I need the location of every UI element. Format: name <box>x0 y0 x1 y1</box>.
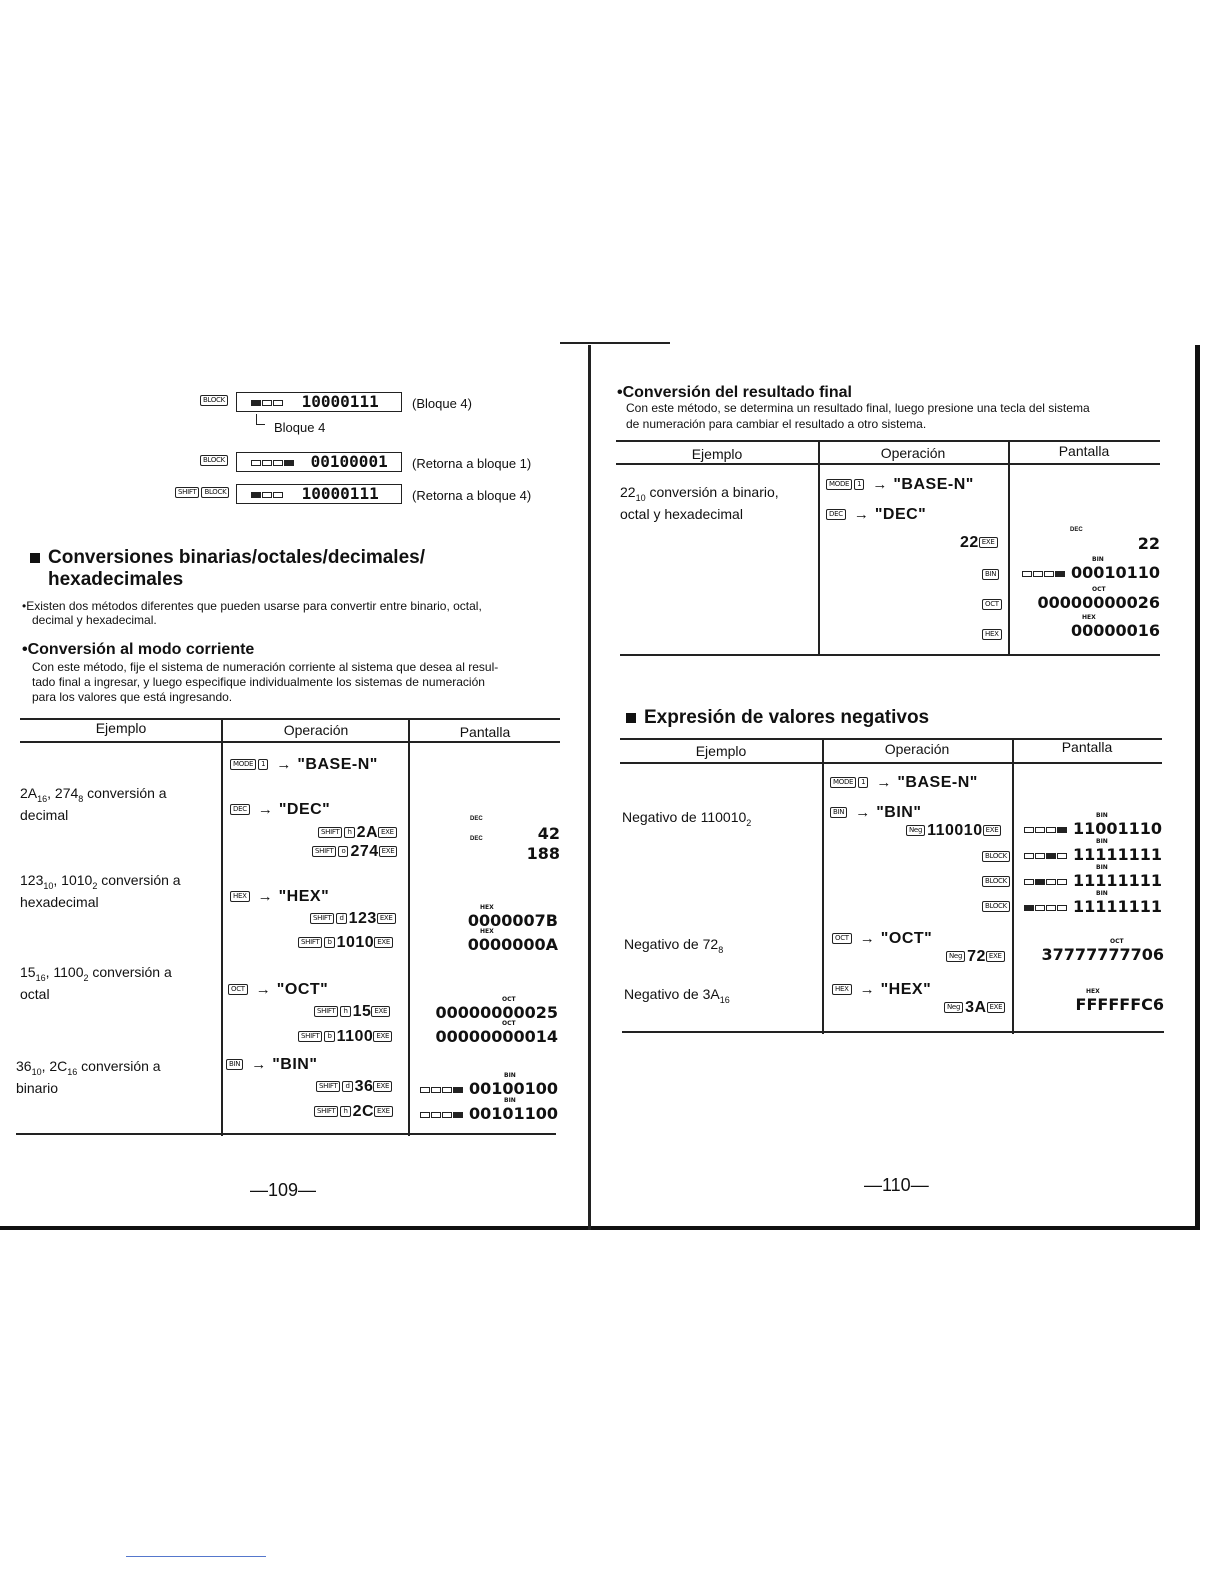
t2-block-key-1: BLOCK <box>982 848 1012 866</box>
t2-result-2: BIN 11111111 <box>1020 838 1162 864</box>
col-header-operacion: Operación <box>283 722 349 738</box>
shift-key[interactable]: SHIFT <box>175 487 199 498</box>
block-key[interactable]: BLOCK <box>201 487 229 498</box>
t2-input-3: Neg 3A EXE <box>944 999 1007 1017</box>
page-number-left: —109— <box>250 1180 317 1200</box>
op-input-1: SHIFT h 2A EXE <box>318 824 399 842</box>
right-section-title: Expresión de valores negativos <box>626 707 929 728</box>
example-1: $2A_{16}$, $274_8$ conversión a decimal <box>20 785 167 823</box>
col-header-pantalla: Pantalla <box>1061 739 1113 755</box>
col-header-pantalla: Pantalla <box>459 724 511 740</box>
op-input-7: SHIFT d 36 EXE <box>316 1078 394 1096</box>
t2-input-1: Neg 110010 EXE <box>906 822 1003 840</box>
op-mode-row: MODE 1 → "BASE-N" <box>230 756 378 774</box>
result-hex-2: HEX 0000000A <box>467 928 558 954</box>
example-2: $123_{10}$, $1010_2$ conversión a hexadecimal <box>20 872 181 910</box>
op-dec: DEC → "DEC" <box>230 801 330 819</box>
result-hex-1: HEX 0000007B <box>467 904 558 930</box>
tag-dec-2: DEC <box>470 836 483 842</box>
tag-dec-1: DEC <box>470 816 483 822</box>
block-note-2: (Retorna a bloque 1) <box>412 456 532 471</box>
result-dec-2: 188 <box>526 844 560 863</box>
t1-op-mode: MODE 1 → "BASE-N" <box>826 476 974 494</box>
spine-top-rule <box>560 342 670 344</box>
display-box-3 <box>236 484 402 504</box>
t1-result-dec: 22 <box>1137 534 1160 553</box>
right-sub-text-2: de numeración para cambiar el resultado a otro sistema. <box>626 417 927 431</box>
square-bullet-icon <box>30 553 40 563</box>
block-key[interactable]: BLOCK <box>200 395 228 406</box>
t2-example-2: Negativo de $72_8$ <box>624 936 724 955</box>
t2-op-bin: BIN → "BIN" <box>830 804 921 822</box>
t2-op-oct: OCT → "OCT" <box>832 930 932 948</box>
bottom-link-line <box>126 1556 266 1557</box>
section-title-line2: hexadecimales <box>48 569 184 590</box>
sub-text-1: Con este método, fije el sistema de numeración corriente al sistema que desea al resul- <box>32 660 499 674</box>
col-header-operacion: Operación <box>884 741 950 757</box>
col-header-pantalla: Pantalla <box>1058 443 1110 459</box>
t2-op-mode: MODE 1 → "BASE-N" <box>830 774 978 792</box>
t1-oct-key: OCT <box>982 596 1004 614</box>
result-bin-2: BIN 00101100 <box>416 1097 558 1123</box>
t2-example-3: Negativo de $3A_{16}$ <box>624 986 730 1005</box>
bloque-label: Bloque 4 <box>274 420 326 435</box>
t1-result-oct: OCT 00000000026 <box>1037 586 1160 612</box>
t1-result-hex: HEX 00000016 <box>1070 614 1160 640</box>
intro-text-2: decimal y hexadecimal. <box>32 613 157 627</box>
right-sub-text-1: Con este método, se determina un resultado final, luego presione una tecla del sistema <box>626 401 1090 415</box>
op-bin: BIN → "BIN" <box>226 1056 317 1074</box>
t2-op-hex: HEX → "HEX" <box>832 981 931 999</box>
op-oct: OCT → "OCT" <box>228 981 328 999</box>
display-value: 10000111 <box>301 392 379 411</box>
block-row-3 <box>175 484 231 502</box>
square-bullet-icon <box>626 713 636 723</box>
op-hex: HEX → "HEX" <box>230 888 329 906</box>
t2-result-4: BIN 11111111 <box>1020 890 1162 916</box>
display-box-2 <box>236 452 402 472</box>
sub-text-2: tado final a ingresar, y luego especifique individualmente los sistemas de numeración <box>32 675 485 689</box>
right-edge <box>1195 345 1200 1230</box>
t1-op-dec: DEC → "DEC" <box>826 506 926 524</box>
t1-input: 22 EXE <box>960 534 1000 552</box>
op-input-8: SHIFT h 2C EXE <box>314 1103 395 1121</box>
display-box-1 <box>236 392 402 412</box>
t2-block-key-2: BLOCK <box>982 873 1012 891</box>
block-row-1 <box>200 392 230 410</box>
t1-example: $22_{10}$ conversión a binario, octal y hexadecimal <box>620 484 779 522</box>
op-input-3: SHIFT d 123 EXE <box>310 910 398 928</box>
bloque-arrow <box>256 414 265 425</box>
display-value: 00100001 <box>310 452 388 471</box>
block-note-1: (Bloque 4) <box>412 396 472 411</box>
intro-text-1: •Existen dos métodos diferentes que pueden usarse para convertir entre binario, octal, <box>22 599 482 613</box>
result-bin-1: BIN 00100100 <box>416 1072 558 1098</box>
t2-block-key-3: BLOCK <box>982 898 1012 916</box>
sub-title: •Conversión al modo corriente <box>22 641 255 658</box>
t2-result-1: BIN 11001110 <box>1020 812 1162 838</box>
result-dec-1: 42 <box>537 824 560 843</box>
example-4: $36_{10}$, $2C_{16}$ conversión a binario <box>16 1058 161 1096</box>
block-key[interactable]: BLOCK <box>200 455 228 466</box>
t1-hex-key: HEX <box>982 626 1004 644</box>
bottom-rule <box>0 1226 1200 1230</box>
page-number-right: —110— <box>864 1175 929 1195</box>
t2-example-1: Negativo de $110010_2$ <box>622 809 752 828</box>
t2-input-2: Neg 72 EXE <box>946 948 1007 966</box>
result-oct-1: OCT 00000000025 <box>435 996 558 1022</box>
block-row-2 <box>200 452 230 470</box>
op-input-2: SHIFT o 274 EXE <box>312 843 399 861</box>
col-header-ejemplo: Ejemplo <box>695 743 747 759</box>
t1-tag-dec: DEC <box>1070 527 1083 533</box>
result-oct-2: OCT 00000000014 <box>435 1020 558 1046</box>
right-sub-title: •Conversión del resultado final <box>617 384 852 401</box>
col-header-ejemplo: Ejemplo <box>95 720 147 736</box>
t2-result-5: OCT 37777777706 <box>1041 938 1164 964</box>
block-note-3: (Retorna a bloque 4) <box>412 488 532 503</box>
col-header-operacion: Operación <box>880 445 946 461</box>
section-title: Conversiones binarias/octales/decimales/ <box>30 547 425 568</box>
example-3: $15_{16}$, $1100_2$ conversión a octal <box>20 964 172 1002</box>
t2-result-6: HEX FFFFFFC6 <box>1075 988 1164 1014</box>
col-header-ejemplo: Ejemplo <box>691 446 743 462</box>
t1-result-bin: BIN 00010110 <box>1018 556 1160 582</box>
t1-bin-key: BIN <box>982 566 1001 584</box>
sub-text-3: para los valores que está ingresando. <box>32 690 233 704</box>
t2-result-3: BIN 11111111 <box>1020 864 1162 890</box>
op-input-4: SHIFT b 1010 EXE <box>298 934 395 952</box>
op-input-5: SHIFT h 15 EXE <box>314 1003 392 1021</box>
op-input-6: SHIFT b 1100 EXE <box>298 1028 394 1046</box>
display-value: 10000111 <box>301 484 379 503</box>
center-spine <box>588 345 591 1230</box>
